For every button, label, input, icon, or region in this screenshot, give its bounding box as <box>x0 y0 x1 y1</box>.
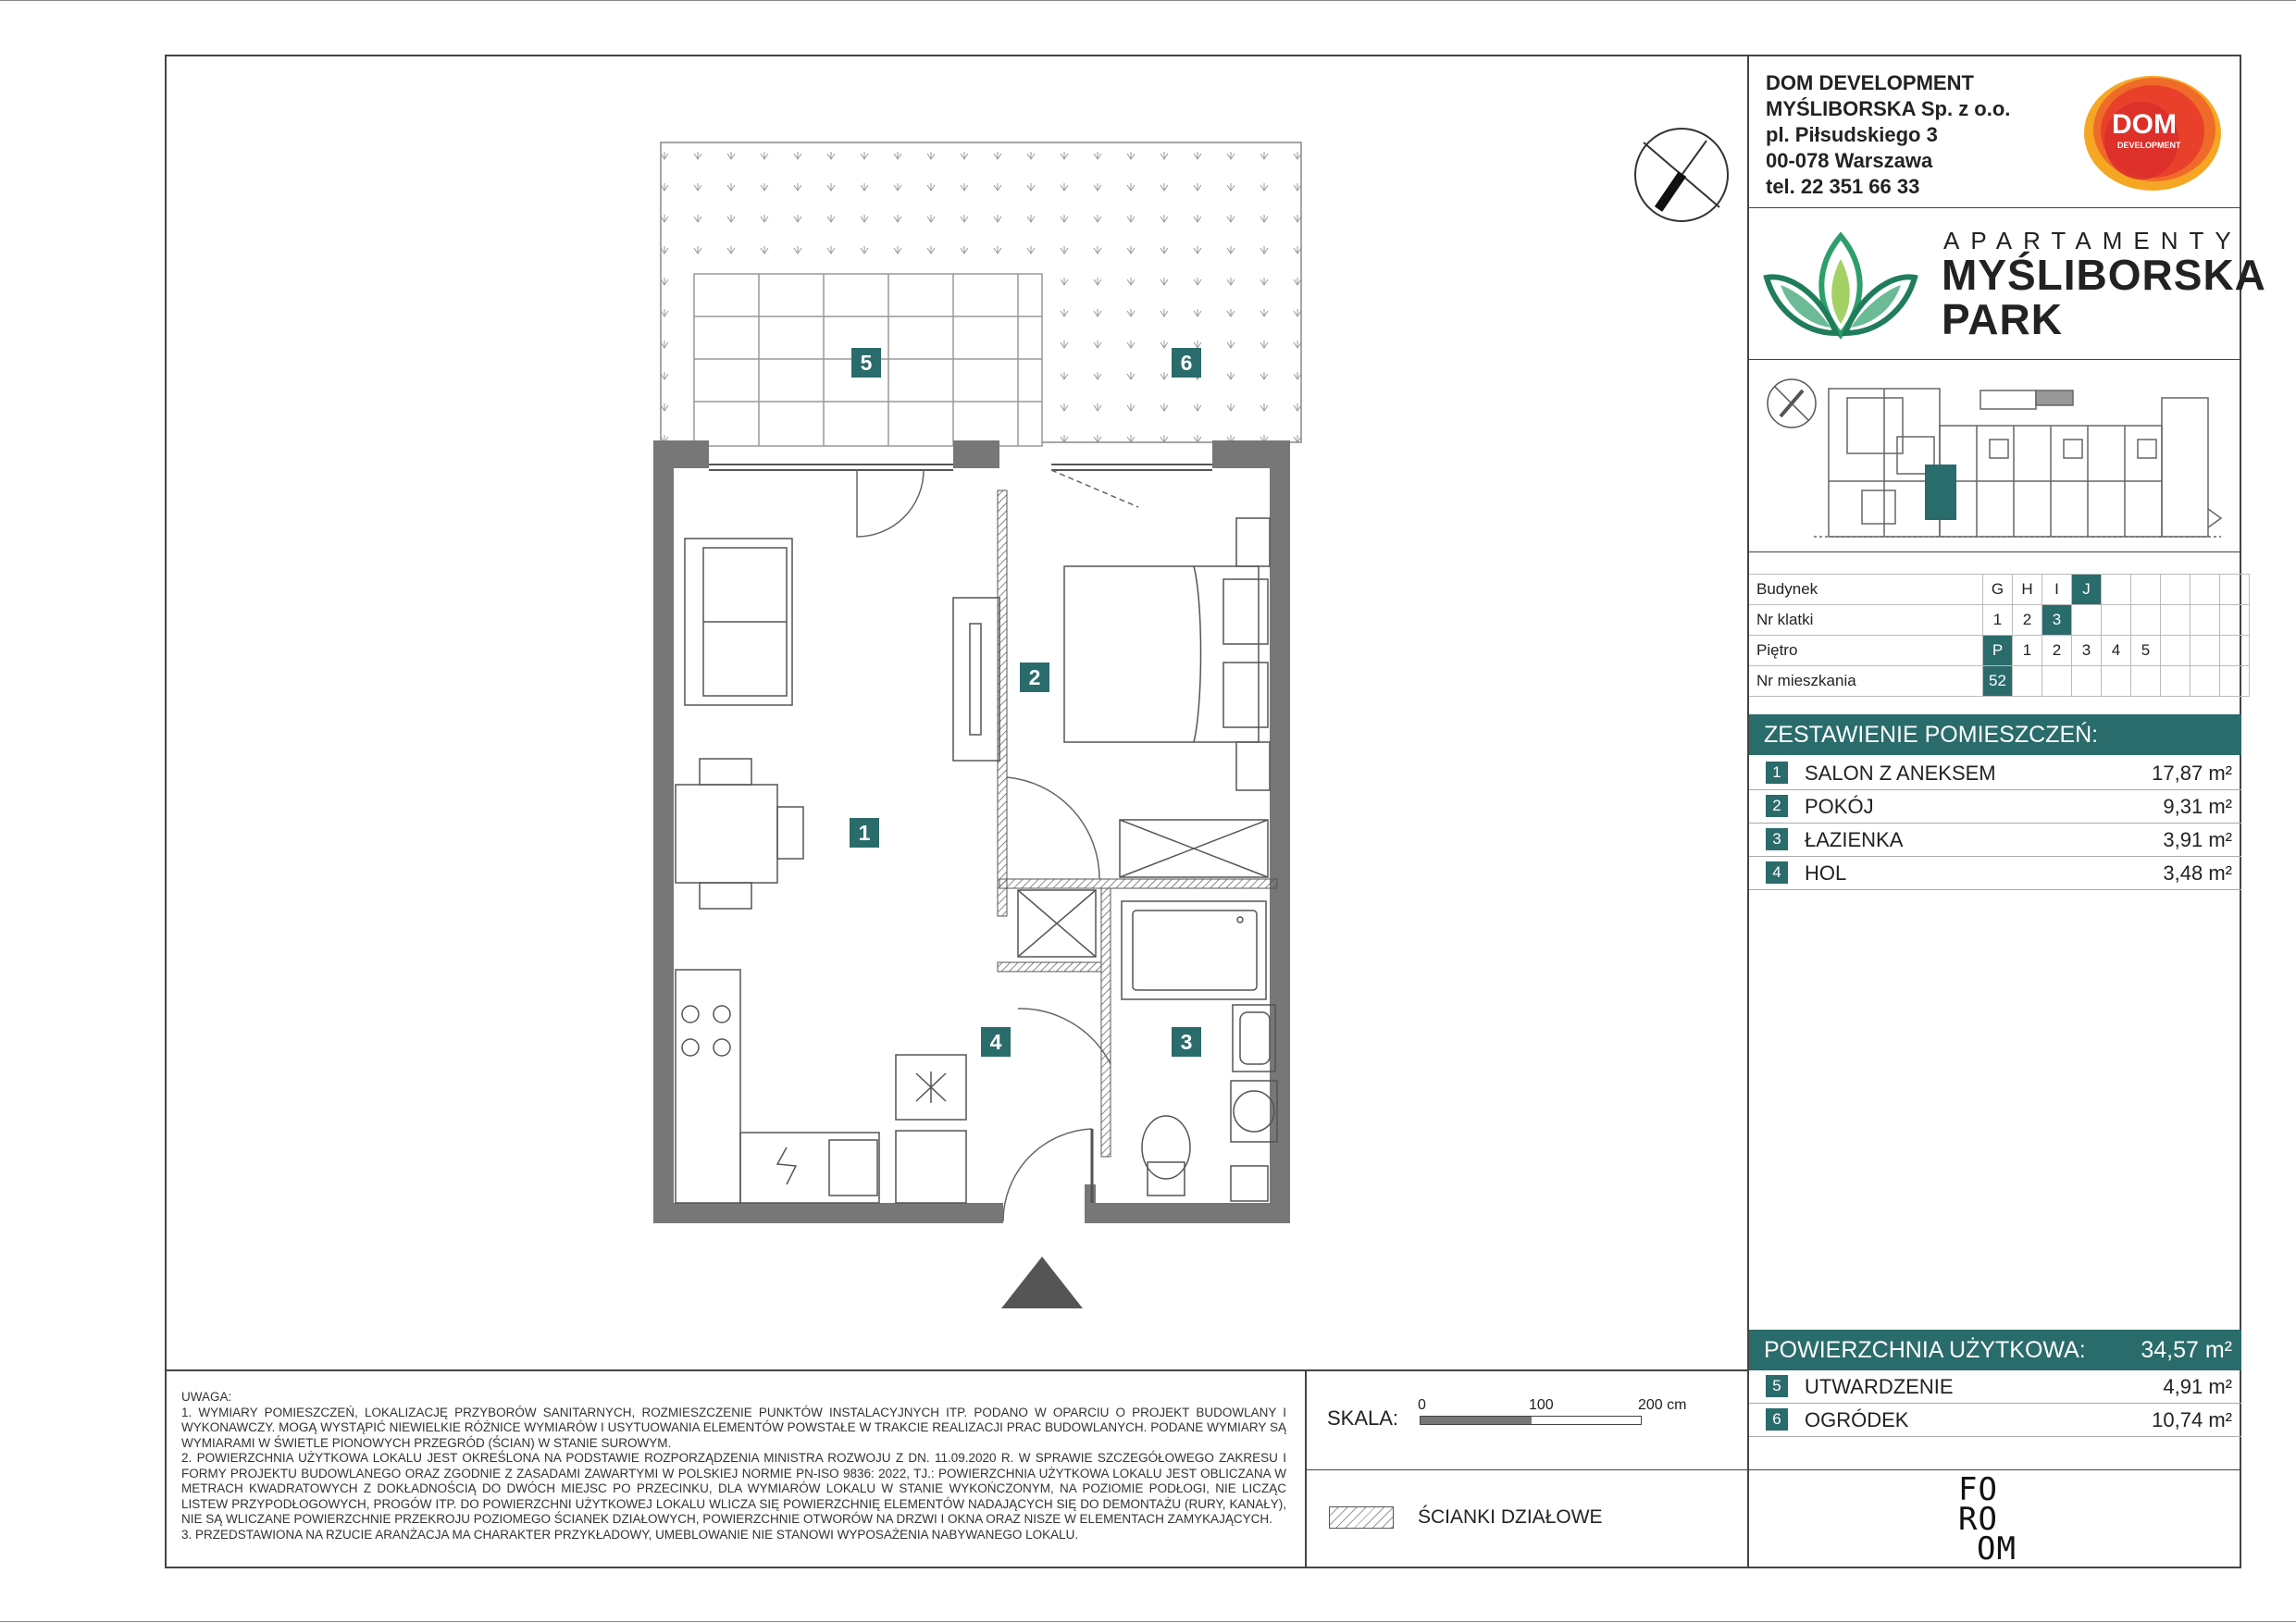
info-cell: I <box>2042 575 2072 605</box>
scale-tick-100: 100 <box>1529 1397 1554 1413</box>
entrance-arrow-icon <box>999 1255 1085 1315</box>
info-cell: 2 <box>2042 636 2072 666</box>
info-cell: 5 <box>2131 636 2161 666</box>
footer-logo-line: RO <box>1958 1501 1998 1538</box>
room-name: SALON Z ANEKSEM <box>1805 762 1996 785</box>
brand-top: APARTAMENTY <box>1943 227 2242 254</box>
info-cell: 1 <box>1983 605 2013 636</box>
scale-legend-divider <box>1305 1469 1749 1470</box>
room-number: 4 <box>1766 861 1788 884</box>
info-cell: G <box>1983 575 2013 605</box>
room-row <box>1749 824 2241 857</box>
plan-label-6: 6 <box>1172 348 1201 378</box>
room-row <box>1749 757 2241 790</box>
area-name: UTWARDZENIE <box>1805 1375 1954 1398</box>
company-info <box>1766 70 2010 200</box>
brand-divider <box>1747 359 2241 360</box>
north-arrow-icon <box>1631 124 1732 230</box>
info-cell <box>2220 605 2250 636</box>
scale-tick-0: 0 <box>1418 1397 1426 1413</box>
room-area: 3,48 m² <box>2163 861 2232 885</box>
brand-main <box>1942 253 2266 341</box>
note-item: 3. PRZEDSTAWIONA NA RZUCIE ARANŻACJA MA CHARAKTER PRZYKŁADOWY, UMEBLOWANIE NIE STANOWI WYPOSAŻENIA NABYWANEGO LOKALU. <box>181 1527 1079 1542</box>
usable-area-label: POWIERZCHNIA UŻYTKOWA: <box>1764 1337 2086 1363</box>
partition-legend-swatch <box>1329 1506 1394 1529</box>
room-area: 3,91 m² <box>2163 828 2232 851</box>
info-row-label: Nr klatki <box>1749 605 1983 636</box>
bottom-rule <box>0 1621 2296 1622</box>
scale-tick-200: 200 cm <box>1638 1397 1687 1413</box>
info-cell <box>2220 575 2250 605</box>
apartment-info-table <box>1749 574 2250 697</box>
info-cell <box>2131 575 2161 605</box>
notes-divider <box>165 1369 1749 1371</box>
info-cell <box>2161 636 2191 666</box>
info-row <box>1749 605 2250 636</box>
area-value: 10,74 m² <box>2152 1408 2232 1431</box>
plan-label-3: 3 <box>1172 1027 1201 1057</box>
info-row-label: Budynek <box>1749 575 1983 605</box>
note-item: 2. POWIERZCHNIA UŻYTKOWA LOKALU JEST OKREŚLONA NA PODSTAWIE ROZPORZĄDZENIA MINISTRA ROZWOJU Z DN. 11.09.2020 R. W SPRAWIE SZCZEGÓŁOWEGO ZAKRESU I FORMY PROJEKTU BUDOWLANEGO ORAZ ZGODNIE Z ZASADAMI ZAWARTYMI W POLSKIEJ NORMIE PN-ISO 9836: 2022, TJ.: POWIERZCHNIA UŻYTKOWA LOKALU JEST OBLICZANA W METRACH KWADRATOWYCH Z DOKŁADNOŚCIĄ DO DWÓCH MIEJSC PO PRZECINKU, DLA WYMIARÓW LOKALU W STANIE WYKOŃCZONYM, NA POZIOMIE PODŁOGI, NIE LICZĄC LISTEW PRZYPODŁOGOWYCH, PROGÓW ITP. DO POWIERZCHNI UŻYTKOWEJ LOKALU WLICZA SIĘ POWIERZCHNIĘ ELEMENTÓW NADAJĄCYCH SIĘ DO DEMONTAŻU (RURY, KANAŁY), NIE SĄ WLICZANE POWIERZCHNIE PRZEKROJU POZIOMEGO ŚCIANEK DZIAŁOWYCH, POWIERZCHNIE OTWORÓW NA DRZWI I OKNA ORAZ NISZE W ELEMENTACH ZAMYKAJĄCYCH. <box>181 1451 1286 1526</box>
room-row <box>1749 790 2241 824</box>
extra-area-row <box>1749 1370 2241 1404</box>
room-name: POKÓJ <box>1805 795 1874 818</box>
plan-label-5: 5 <box>851 348 881 378</box>
dom-logo-text: DOM <box>2112 109 2177 140</box>
area-value: 4,91 m² <box>2163 1375 2232 1398</box>
info-cell <box>2191 605 2220 636</box>
info-row-label: Nr mieszkania <box>1749 666 1983 697</box>
info-cell <box>2131 666 2161 697</box>
info-cell: 3 <box>2072 636 2102 666</box>
info-cell <box>2191 575 2220 605</box>
brand-line2: PARK <box>1942 295 2063 343</box>
info-cell: 1 <box>2013 636 2042 666</box>
company-line: pl. Piłsudskiego 3 <box>1766 123 1938 146</box>
scale-bar <box>1420 1416 1642 1425</box>
info-cell <box>2102 605 2131 636</box>
info-cell: P <box>1983 636 2013 666</box>
plan-label-4: 4 <box>981 1027 1011 1057</box>
info-cell: 4 <box>2102 636 2131 666</box>
info-cell <box>2072 605 2102 636</box>
scale-label: SKALA: <box>1327 1406 1399 1430</box>
partition-legend-label: ŚCIANKI DZIAŁOWE <box>1418 1506 1603 1528</box>
info-row-label: Piętro <box>1749 636 1983 666</box>
room-number: 2 <box>1766 795 1788 817</box>
usable-area-header <box>1749 1330 2241 1370</box>
info-cell <box>2161 575 2191 605</box>
key-plan-drawing <box>1758 370 2230 546</box>
info-cell <box>2161 666 2191 697</box>
info-cell <box>2220 666 2250 697</box>
key-plan <box>1758 370 2230 546</box>
dom-logo-subtext: DEVELOPMENT <box>2117 141 2181 150</box>
info-cell <box>2191 636 2220 666</box>
extra-area-row <box>1749 1404 2241 1437</box>
notes <box>181 1390 1286 1542</box>
dom-logo <box>2080 72 2225 194</box>
info-row <box>1749 575 2250 605</box>
usable-area-value: 34,57 m² <box>2141 1337 2232 1363</box>
room-number: 3 <box>1766 828 1788 850</box>
info-cell <box>2191 666 2220 697</box>
company-line: MYŚLIBORSKA Sp. z o.o. <box>1766 97 2011 120</box>
info-cell: 52 <box>1983 666 2013 697</box>
footer-logo-divider <box>1747 1469 2241 1470</box>
room-area: 17,87 m² <box>2152 762 2232 785</box>
footer-logo-line: OM <box>1977 1530 2017 1567</box>
keyplan-divider <box>1747 551 2241 552</box>
company-divider <box>1747 207 2241 208</box>
area-number: 6 <box>1766 1408 1788 1431</box>
info-cell: 3 <box>2042 605 2072 636</box>
room-number: 1 <box>1766 762 1788 784</box>
footer-logo-line: FO <box>1958 1471 1998 1508</box>
company-line: DOM DEVELOPMENT <box>1766 71 1974 94</box>
notes-title: UWAGA: <box>181 1390 232 1404</box>
room-area: 9,31 m² <box>2163 795 2232 818</box>
info-cell <box>2013 666 2042 697</box>
brand-line1: MYŚLIBORSKA <box>1942 251 2266 299</box>
info-cell <box>2131 605 2161 636</box>
plan-label-1: 1 <box>850 818 879 848</box>
info-cell <box>2042 666 2072 697</box>
info-cell: H <box>2013 575 2042 605</box>
company-line: tel. 22 351 66 33 <box>1766 175 1920 198</box>
room-row <box>1749 857 2241 890</box>
info-cell: 2 <box>2013 605 2042 636</box>
info-row <box>1749 636 2250 666</box>
floor-plan <box>648 139 1314 1231</box>
note-item: 1. WYMIARY POMIESZCZEŃ, LOKALIZACJĘ PRZYBORÓW SANITARNYCH, ROZMIESZCZENIE PUNKTÓW INSTALACYJNYCH ITP. PODANO W OPARCIU O PROJEKT BUDOWLANY I WYKONAWCZY. MOGĄ WYSTĄPIĆ NIEWIELKIE RÓŻNICE WYMIARÓW I USYTUOWANIA ELEMENTÓW POWSTAŁE W TRAKCIE REALIZACJI PRAC BUDOWLANYCH. PODANE WYMIARY SĄ WYMIARAMI W ŚWIETLE PIONOWYCH PRZEGRÓD (ŚCIAN) W STANIE SUROWYM. <box>181 1405 1286 1450</box>
rooms-title: ZESTAWIENIE POMIESZCZEŃ: <box>1749 714 2241 755</box>
footer-logo <box>1958 1471 2017 1567</box>
top-rule <box>0 0 2296 1</box>
plan-label-2: 2 <box>1020 663 1049 692</box>
area-number: 5 <box>1766 1375 1788 1397</box>
company-line: 00-078 Warszawa <box>1766 149 1933 172</box>
room-name: HOL <box>1805 861 1847 885</box>
brand-leaf-icon <box>1762 231 1919 345</box>
info-cell <box>2102 666 2131 697</box>
room-name: ŁAZIENKA <box>1805 828 1904 851</box>
info-cell: J <box>2072 575 2102 605</box>
info-cell <box>2161 605 2191 636</box>
info-cell <box>2072 666 2102 697</box>
info-row <box>1749 666 2250 697</box>
info-cell <box>2102 575 2131 605</box>
area-name: OGRÓDEK <box>1805 1408 1909 1431</box>
info-cell <box>2220 636 2250 666</box>
floor-plan-drawing <box>648 139 1314 1231</box>
